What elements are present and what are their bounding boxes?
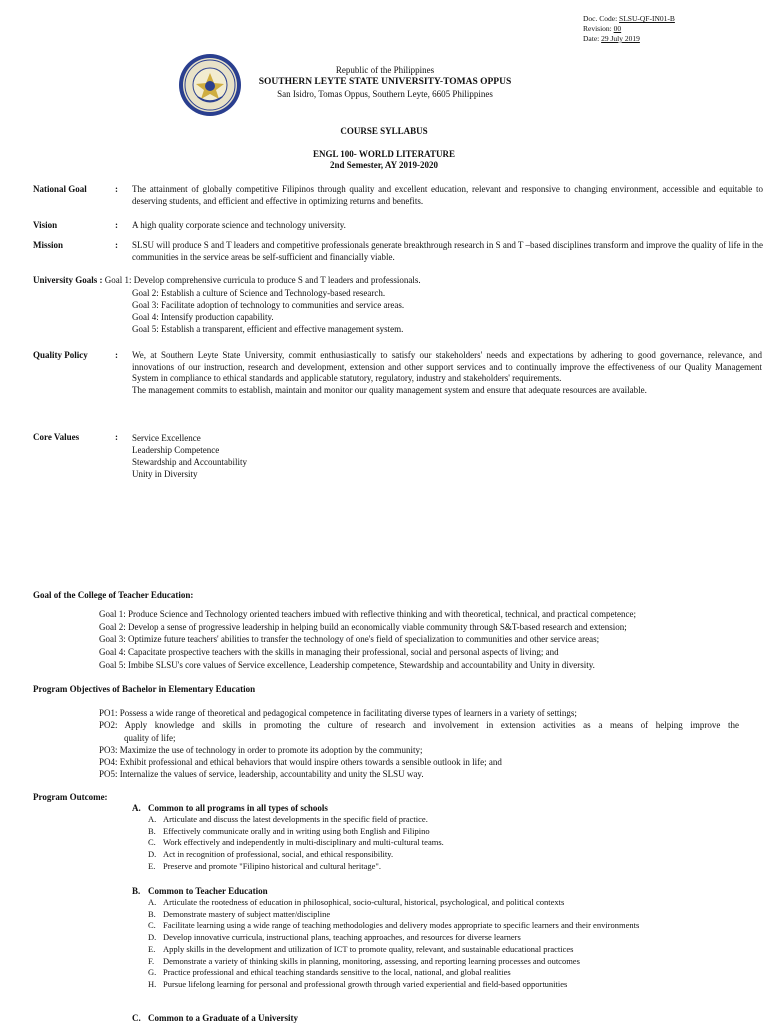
course-semester: 2nd Semester, AY 2019-2020	[329, 160, 438, 170]
outcome-group-a-heading: A. Common to all programs in all types of schools	[132, 803, 328, 813]
republic-line: Republic of the Philippines	[335, 65, 435, 75]
outcome-item: H. Pursue lifelong learning for personal and professional growth through varied experiential and field-based opportunities	[148, 978, 568, 989]
cte-goal: Goal 3: Optimize future teachers' abilities to transfer the technology of one's field of specialization to communities and other service areas;	[99, 634, 600, 645]
core-values-list	[132, 432, 247, 480]
university-address: San Isidro, Tomas Oppus, Southern Leyte, 6605 Philippines	[277, 89, 493, 99]
program-objective: PO4: Exhibit professional and ethical behaviors that would inspire others towards a sensible outlook in life; and	[99, 757, 502, 768]
cte-goal: Goal 1: Produce Science and Technology oriented teachers imbued with reflective thinking and with theoretical, technical, and practical competence;	[99, 609, 636, 619]
outcome-group-a-list	[148, 814, 734, 873]
revision-value: 00	[613, 24, 622, 33]
syllabus-title: COURSE SYLLABUS	[340, 126, 428, 136]
university-goals-first-line	[33, 275, 421, 287]
date-value: 29 July 2019	[601, 34, 640, 43]
outcome-group-b-title: Common to Teacher Education	[148, 886, 268, 896]
outcome-item: F. Demonstrate a variety of thinking skills in planning, monitoring, assessing, and reporting learning processes and outcomes	[148, 955, 580, 966]
program-objectives-list	[99, 708, 739, 782]
program-objectives-title: Program Objectives of Bachelor in Elementary Education	[33, 684, 256, 694]
outcome-group-c-heading: C. Common to a Graduate of a University	[132, 1013, 298, 1023]
date-line: Date: 29 July 2019	[583, 34, 640, 43]
mission-label: Mission	[33, 240, 64, 250]
course-code-title: ENGL 100- WORLD LITERATURE	[313, 149, 455, 159]
university-seal-icon	[178, 53, 242, 117]
core-value: Unity in Diversity	[132, 469, 198, 479]
vision-text: A high quality corporate science and technology university.	[132, 220, 346, 230]
outcome-item: A. Articulate the rootedness of education in philosophical, socio-cultural, historical, psychological, and political contexts	[148, 897, 565, 907]
university-goal-2: Goal 2: Establish a culture of Science and Technology-based research.	[132, 288, 386, 298]
university-header	[250, 64, 520, 100]
cte-goal: Goal 2: Develop a sense of progressive leadership in helping build an economically viable community through S&T-based research and extension;	[99, 621, 627, 632]
vision-label: Vision	[33, 220, 58, 230]
outcome-group-b-heading: B. Common to Teacher Education	[132, 886, 268, 896]
outcome-item: D. Develop innovative curricula, instructional plans, teaching approaches, and resources for diverse learners	[148, 932, 521, 943]
program-outcome-title: Program Outcome:	[33, 792, 108, 802]
outcome-item: E. Apply skills in the development and utilization of ICT to promote quality, relevant, and sustainable educational practices	[148, 943, 574, 954]
cte-goals-list	[99, 608, 739, 671]
outcome-item: C. Work effectively and independently in multi-disciplinary and multi-cultural teams.	[148, 837, 444, 848]
program-objective: PO1: Possess a wide range of theoretical and pedagogical competence in facilitating diverse types of learners in a variety of settings;	[99, 708, 577, 718]
outcome-item: B. Effectively communicate orally and in writing using both English and Filipino	[148, 825, 430, 836]
revision-line: Revision: 00	[583, 24, 622, 33]
university-goal-1: Goal 1: Develop comprehensive curricula to produce S and T leaders and professionals.	[104, 275, 421, 285]
outcome-item: E. Preserve and promote "Filipino historical and cultural heritage".	[148, 860, 381, 871]
national-goal-label: National Goal	[33, 184, 87, 194]
document-control-info	[583, 14, 675, 44]
university-goals-list	[132, 287, 732, 335]
outcome-group-c-title: Common to a Graduate of a University	[148, 1013, 298, 1023]
outcome-item: D. Act in recognition of professional, social, and ethical responsibility.	[148, 849, 394, 860]
core-value: Leadership Competence	[132, 445, 220, 455]
core-value: Service Excellence	[132, 433, 201, 443]
outcome-item: B. Demonstrate mastery of subject matter/discipline	[148, 908, 331, 919]
university-name: SOUTHERN LEYTE STATE UNIVERSITY-TOMAS OPPUS	[258, 77, 512, 87]
quality-policy-management: The management commits to establish, maintain and monitor our quality management system and ensure that adequate resources are available.	[132, 384, 647, 395]
outcome-item: C. Facilitate learning using a wide range of teaching methodologies and delivery modes appropriate to specific learners and their environments	[148, 920, 640, 931]
quality-policy-label: Quality Policy	[33, 350, 88, 360]
program-objective: PO2: Apply knowledge and skills in promoting the culture of research and involvement in extension activities as a means of helping improve the	[99, 720, 739, 731]
doc-code-line: Doc. Code: SLSU-QF-IN01-B	[583, 14, 675, 23]
doc-code-value: SLSU-QF-IN01-B	[619, 14, 675, 23]
cte-goal: Goal 5: Imbibe SLSU's core values of Service excellence, Leadership competence, Stewardship and accountability and Unity in diversity.	[99, 659, 595, 670]
national-goal-text: The attainment of globally competitive Filipinos through quality and excellent education, relevant and responsive to changing environment, accessible and equitable to deserving students, and efficient and effective in optimizing returns and benefits.	[132, 184, 763, 206]
core-values-label: Core Values	[33, 432, 80, 442]
program-objective: PO3: Maximize the use of technology in order to promote its adoption by the community;	[99, 744, 423, 755]
outcome-item: A. Articulate and discuss the latest developments in the specific field of practice.	[148, 814, 428, 824]
core-value: Stewardship and Accountability	[132, 457, 247, 467]
program-objective: PO5: Internalize the values of service, leadership, accountability and unity the SLSU way.	[99, 769, 424, 780]
university-goals-label: University Goals :	[33, 275, 105, 285]
program-objective-continuation: quality of life;	[124, 732, 176, 743]
university-goal-5: Goal 5: Establish a transparent, efficient and effective management system.	[132, 324, 404, 334]
outcome-group-a-title: Common to all programs in all types of schools	[148, 803, 328, 813]
quality-policy-commitment: We, at Southern Leyte State University, commit enthusiastically to satisfy our stakeholders' needs and expectations by adhering to good governance, relevance, and innovations of our instruction, research and development, extension and other support services and to continually improve the effectiveness of our Quality Management System in compliance to ethical standards and applicable statutory, regulatory, industry and stakeholders' requirements.	[132, 350, 762, 383]
quality-policy-text	[132, 350, 762, 396]
cte-goals-title: Goal of the College of Teacher Education:	[33, 590, 194, 600]
outcome-group-b-list	[148, 897, 734, 991]
mission-text: SLSU will produce S and T leaders and competitive professionals generate breakthrough research in S and T –based disciplines transform and improve the quality of life in the communities in the service areas be self-sufficient and financially viable.	[132, 240, 763, 262]
cte-goal: Goal 4: Capacitate prospective teachers with the skills in managing their professional, social and personal aspects of living; and	[99, 647, 559, 658]
university-goal-3: Goal 3: Facilitate adoption of technology to communities and service areas.	[132, 300, 405, 310]
university-goal-4: Goal 4: Intensify production capability.	[132, 312, 274, 322]
outcome-item: G. Practice professional and ethical teaching standards sensitive to the local, national, and global realities	[148, 967, 511, 978]
